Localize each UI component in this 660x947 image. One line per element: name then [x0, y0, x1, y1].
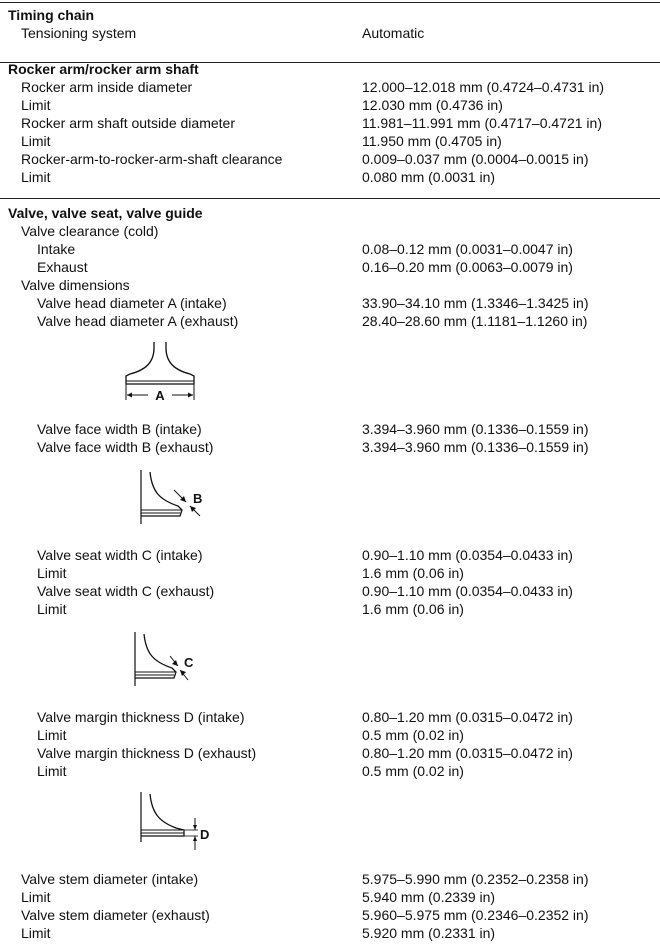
spec-row: [0, 870, 660, 888]
section-title: Rocker arm/rocker arm shaft: [8, 61, 199, 77]
spec-row: [0, 438, 660, 456]
section-divider: [0, 198, 660, 199]
section-title: Timing chain: [8, 7, 95, 23]
spec-row: [0, 420, 660, 438]
spec-label: Valve seat width C (exhaust): [37, 583, 215, 599]
spec-label: Valve stem diameter (exhaust): [21, 907, 210, 923]
spec-value: 11.981–11.991 mm (0.4717–0.4721 in): [362, 115, 602, 131]
spec-label: Rocker-arm-to-rocker-arm-shaft clearance: [21, 151, 283, 167]
spec-row: [0, 564, 660, 582]
spec-row: [0, 150, 660, 168]
spec-row: [0, 114, 660, 132]
spec-row: [0, 78, 660, 96]
valve-seat-width-diagram: [132, 630, 212, 690]
spec-label: Limit: [21, 889, 51, 905]
spec-label: Valve margin thickness D (exhaust): [37, 745, 257, 761]
spec-label: Valve face width B (intake): [37, 421, 202, 437]
spec-label: Limit: [37, 763, 67, 779]
spec-value: 5.975–5.990 mm (0.2352–0.2358 in): [362, 871, 589, 887]
spec-value: 0.009–0.037 mm (0.0004–0.0015 in): [362, 151, 589, 167]
spec-value: 0.80–1.20 mm (0.0315–0.0472 in): [362, 709, 573, 725]
spec-value: 12.030 mm (0.4736 in): [362, 97, 503, 113]
spec-label: Limit: [21, 925, 51, 941]
valve-head-diameter-diagram: [120, 340, 200, 406]
spec-value: 0.80–1.20 mm (0.0315–0.0472 in): [362, 745, 573, 761]
top-rule: [0, 2, 660, 3]
spec-row: [0, 258, 660, 276]
spec-label: Valve margin thickness D (intake): [37, 709, 245, 725]
spec-row: [0, 312, 660, 330]
spec-value: 3.394–3.960 mm (0.1336–0.1559 in): [362, 439, 589, 455]
section-heading-rocker-arm: [0, 60, 660, 78]
spec-label: Limit: [37, 565, 67, 581]
spec-value: 0.5 mm (0.02 in): [362, 727, 464, 743]
spec-value: 12.000–12.018 mm (0.4724–0.4731 in): [362, 79, 605, 95]
spec-row: [0, 240, 660, 258]
spec-label: Valve stem diameter (intake): [21, 871, 199, 887]
spec-label: Limit: [21, 97, 51, 113]
spec-value: 33.90–34.10 mm (1.3346–1.3425 in): [362, 295, 589, 311]
dimension-label-d: D: [200, 827, 210, 842]
spec-label: Rocker arm inside diameter: [21, 79, 193, 95]
spec-value: 0.08–0.12 mm (0.0031–0.0047 in): [362, 241, 573, 257]
spec-value: 0.080 mm (0.0031 in): [362, 169, 496, 185]
spec-label: Intake: [37, 241, 76, 257]
spec-label: Valve face width B (exhaust): [37, 439, 214, 455]
dimension-label-a: A: [155, 388, 165, 403]
spec-value: 0.16–0.20 mm (0.0063–0.0079 in): [362, 259, 573, 275]
dimension-label-c: C: [184, 655, 194, 670]
section-title: Valve, valve seat, valve guide: [8, 205, 203, 221]
spec-row: [0, 906, 660, 924]
spec-row: [0, 600, 660, 618]
valve-face-width-diagram: [138, 468, 218, 528]
spec-row: [0, 924, 660, 942]
spec-value: 1.6 mm (0.06 in): [362, 601, 464, 617]
spec-value: 5.940 mm (0.2339 in): [362, 889, 496, 905]
spec-row: [0, 24, 660, 42]
spec-value: 11.950 mm (0.4705 in): [362, 133, 502, 149]
section-heading-valve: [0, 204, 660, 222]
spec-value: 3.394–3.960 mm (0.1336–0.1559 in): [362, 421, 589, 437]
spec-label: Valve head diameter A (exhaust): [37, 313, 239, 329]
spec-row: [0, 294, 660, 312]
valve-margin-thickness-diagram: [138, 790, 218, 856]
spec-row: [0, 132, 660, 150]
spec-row: [0, 744, 660, 762]
spec-value: 0.5 mm (0.02 in): [362, 763, 464, 779]
spec-row: [0, 888, 660, 906]
spec-row: [0, 96, 660, 114]
spec-label: Valve seat width C (intake): [37, 547, 203, 563]
spec-row: [0, 276, 660, 294]
spec-group-label: Valve dimensions: [21, 277, 130, 293]
spec-value: 5.960–5.975 mm (0.2346–0.2352 in): [362, 907, 589, 923]
spec-label: Tensioning system: [21, 25, 137, 41]
spec-row: [0, 726, 660, 744]
spec-value: 28.40–28.60 mm (1.1181–1.1260 in): [362, 313, 588, 329]
spec-row: [0, 708, 660, 726]
spec-row: [0, 222, 660, 240]
spec-row: [0, 582, 660, 600]
spec-row: [0, 168, 660, 186]
spec-group-label: Valve clearance (cold): [21, 223, 159, 239]
spec-label: Exhaust: [37, 259, 88, 275]
spec-row: [0, 762, 660, 780]
spec-label: Valve head diameter A (intake): [37, 295, 227, 311]
spec-label: Limit: [37, 727, 67, 743]
section-heading-timing-chain: [0, 6, 660, 24]
spec-value: 0.90–1.10 mm (0.0354–0.0433 in): [362, 547, 573, 563]
spec-label: Limit: [21, 169, 51, 185]
spec-value: 5.920 mm (0.2331 in): [362, 925, 496, 941]
spec-value: Automatic: [362, 25, 425, 41]
spec-value: 0.90–1.10 mm (0.0354–0.0433 in): [362, 583, 573, 599]
spec-label: Rocker arm shaft outside diameter: [21, 115, 235, 131]
spec-label: Limit: [37, 601, 67, 617]
dimension-label-b: B: [193, 491, 203, 506]
spec-value: 1.6 mm (0.06 in): [362, 565, 464, 581]
spec-label: Limit: [21, 133, 51, 149]
spec-row: [0, 546, 660, 564]
